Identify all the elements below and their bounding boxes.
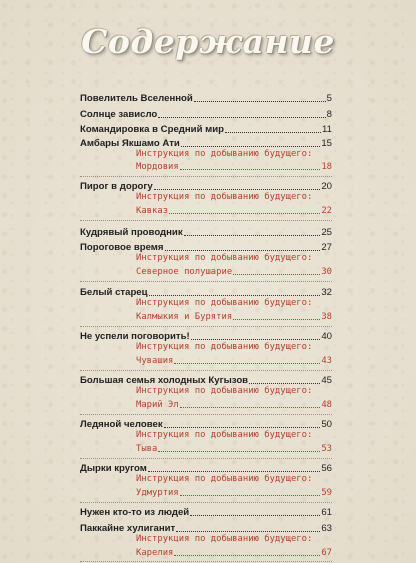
leader-dots [176, 531, 320, 532]
toc-subentry-title: Удмуртия [136, 488, 179, 498]
toc-entry-title: Амбары Якшамо Ати [80, 138, 180, 149]
toc-subheading: Инструкция по добыванию будущего: [136, 534, 313, 544]
leader-dots [233, 274, 320, 275]
toc-subentry-title: Тыва [136, 444, 158, 454]
leader-dots [158, 451, 320, 452]
toc-subentry [80, 545, 332, 559]
toc-entry-title: Нужен кто-то из людей [80, 507, 190, 518]
toc-entry [80, 122, 332, 136]
toc-subentry-page: 22 [321, 206, 332, 216]
toc-subentry-page: 48 [321, 400, 332, 410]
leader-dots [149, 295, 321, 296]
toc-entry-page: 8 [326, 109, 332, 120]
toc-subheading: Инструкция по добыванию будущего: [136, 386, 313, 396]
toc-subheading: Инструкция по добыванию будущего: [136, 430, 313, 440]
page-title: Содержание [81, 22, 335, 61]
toc-subentry [80, 485, 332, 499]
leader-dots [233, 319, 320, 320]
leader-dots [165, 250, 321, 251]
toc-subentry-page: 38 [321, 312, 332, 322]
toc-entry [80, 225, 332, 239]
leader-dots [180, 495, 321, 496]
toc-entry-page: 11 [322, 124, 332, 135]
toc-entry-title: Пороговое время [80, 242, 164, 253]
toc-entry-title: Кудрявый проводник [80, 227, 183, 238]
leader-dots [169, 213, 320, 214]
leader-dots [174, 555, 320, 556]
leader-dots [191, 339, 321, 340]
toc-entry-page: 56 [321, 463, 332, 474]
toc-entry-page: 25 [321, 227, 332, 238]
toc-entry-title: Командировка в Средний мир [80, 124, 224, 135]
leader-dots [180, 407, 321, 408]
toc-subentry-title: Чувашия [136, 356, 174, 366]
toc-entry-title: Большая семья холодных Кугызов [80, 375, 249, 386]
toc-entry-title: Не успели поговорить! [80, 331, 190, 342]
toc-subentry [80, 353, 332, 367]
separator [80, 176, 332, 177]
toc-entry-page: 50 [321, 419, 332, 430]
leader-dots [184, 235, 321, 236]
toc-entry-title: Солнце зависло [80, 109, 158, 120]
toc-subentry-page: 59 [321, 488, 332, 498]
toc-subentry-page: 43 [321, 356, 332, 366]
toc-subentry [80, 397, 332, 411]
separator [80, 502, 332, 503]
toc-entry-page: 45 [321, 375, 332, 386]
toc-subentry-page: 18 [321, 162, 332, 172]
separator [80, 220, 332, 221]
separator [80, 326, 332, 327]
separator [80, 561, 332, 562]
toc-entry-title: Паккайне хулиганит [80, 523, 176, 534]
leader-dots [154, 189, 321, 190]
toc-subheading: Инструкция по добыванию будущего: [136, 149, 313, 159]
separator [80, 414, 332, 415]
leader-dots [194, 101, 326, 102]
leader-dots [181, 146, 321, 147]
toc-entry [80, 505, 332, 519]
toc-subentry-title: Кавказ [136, 206, 169, 216]
separator [80, 370, 332, 371]
toc-entry-page: 15 [321, 138, 332, 149]
toc-entry-page: 40 [321, 331, 332, 342]
toc-subheading: Инструкция по добыванию будущего: [136, 342, 313, 352]
toc-entry [80, 107, 332, 121]
toc-subentry [80, 309, 332, 323]
leader-dots [225, 132, 321, 133]
toc-subentry-title: Северное полушарие [136, 267, 233, 277]
toc-subheading: Инструкция по добыванию будущего: [136, 192, 313, 202]
toc-entry-page: 27 [321, 242, 332, 253]
toc-subentry-page: 30 [321, 267, 332, 277]
separator [80, 281, 332, 282]
toc-subentry [80, 159, 332, 173]
toc-subentry-title: Карелия [136, 548, 174, 558]
toc-subentry-title: Мордовия [136, 162, 179, 172]
toc-subentry [80, 264, 332, 278]
toc-entry-title: Дырки кругом [80, 463, 147, 474]
toc-entry-page: 32 [321, 287, 332, 298]
leader-dots [249, 383, 320, 384]
toc-subentry-page: 53 [321, 444, 332, 454]
toc-subentry-page: 67 [321, 548, 332, 558]
toc-entry-title: Повелитель Вселенной [80, 93, 193, 104]
toc-subheading: Инструкция по добыванию будущего: [136, 298, 313, 308]
toc-subentry [80, 441, 332, 455]
leader-dots [164, 427, 321, 428]
separator [80, 458, 332, 459]
toc-entry-title: Белый старец [80, 287, 148, 298]
leader-dots [158, 117, 325, 118]
toc-subentry-title: Марий Эл [136, 400, 179, 410]
toc-subheading: Инструкция по добыванию будущего: [136, 253, 313, 263]
toc-entry-page: 5 [326, 93, 332, 104]
leader-dots [148, 471, 321, 472]
toc-entry-page: 63 [321, 523, 332, 534]
leader-dots [180, 169, 321, 170]
leader-dots [174, 363, 320, 364]
toc-entry-title: Пирог в дорогу [80, 181, 153, 192]
toc-entry-title: Ледяной человек [80, 419, 163, 430]
toc-subentry [80, 203, 332, 217]
toc-subentry-title: Калмыкия и Бурятия [136, 312, 233, 322]
toc-subheading: Инструкция по добыванию будущего: [136, 474, 313, 484]
toc-entry-page: 61 [321, 507, 332, 518]
toc-entry-page: 20 [321, 181, 332, 192]
title-area [0, 22, 416, 61]
toc-entry [80, 91, 332, 105]
leader-dots [190, 515, 320, 516]
